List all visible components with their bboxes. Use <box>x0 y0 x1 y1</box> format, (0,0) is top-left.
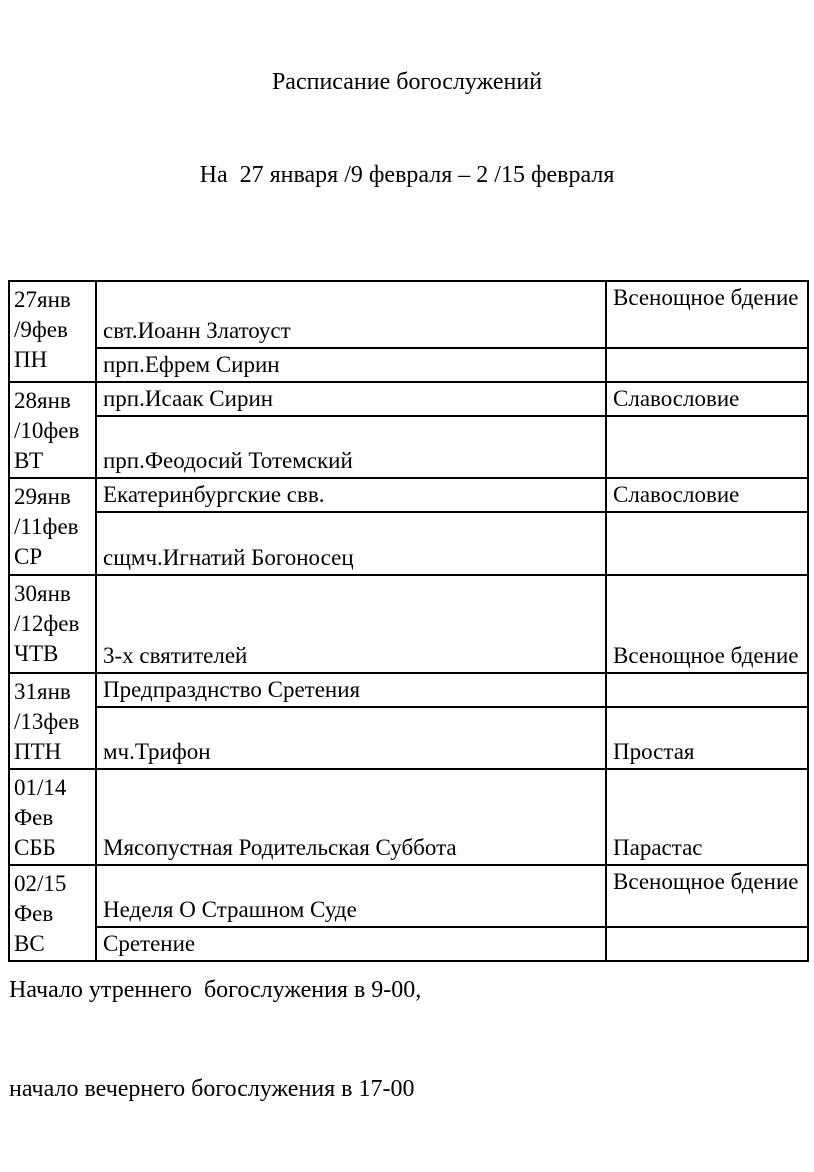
date-line: ЧТВ <box>14 641 59 666</box>
table-row <box>9 512 808 575</box>
date-line: 31янв <box>14 679 71 704</box>
page-title <box>0 0 814 253</box>
service-cell: Парастас <box>606 769 808 865</box>
table-row <box>9 478 808 512</box>
event-name-cell: Предпразднство Сретения <box>96 673 606 707</box>
footer-note-line2: начало вечернего богослужения в 17-00 <box>9 1076 415 1102</box>
table-row <box>9 382 808 416</box>
table-row <box>9 416 808 478</box>
event-name-cell: прп.Ефрем Сирин <box>96 348 606 382</box>
date-line: 27янв <box>14 287 71 312</box>
service-cell: Всенощное бдение <box>606 865 808 927</box>
event-name-cell: свт.Иоанн Златоуст <box>96 281 606 348</box>
service-cell <box>606 673 808 707</box>
service-cell <box>606 348 808 382</box>
date-line: /9фев <box>14 317 68 342</box>
table-row <box>9 575 808 673</box>
date-line: 02/15 <box>14 871 67 896</box>
service-cell: Всенощное бдение <box>606 575 808 673</box>
page-title-line1: Расписание богослужений <box>271 69 543 95</box>
event-name-cell: прп.Феодосий Тотемский <box>96 416 606 478</box>
date-line: Фев <box>14 805 54 830</box>
event-name-cell: Неделя О Страшном Суде <box>96 865 606 927</box>
date-line: /13фев <box>14 709 80 734</box>
table-row <box>9 281 808 348</box>
date-line: /12фев <box>14 611 80 636</box>
table-row <box>9 707 808 769</box>
date-line: СББ <box>14 835 56 860</box>
event-name-cell: сщмч.Игнатий Богоносец <box>96 512 606 575</box>
page-title-line2: На 27 января /9 февраля – 2 /15 февраля <box>199 162 615 188</box>
date-line: 29янв <box>14 484 71 509</box>
date-cell <box>9 281 96 382</box>
service-cell: Славословие <box>606 478 808 512</box>
date-cell <box>9 575 96 673</box>
event-name-cell: Мясопустная Родительская Суббота <box>96 769 606 865</box>
date-line: ПТН <box>14 739 62 764</box>
table-row <box>9 673 808 707</box>
service-cell <box>606 927 808 961</box>
service-schedule-table <box>8 280 809 962</box>
event-name-cell: Сретение <box>96 927 606 961</box>
date-cell <box>9 478 96 575</box>
footer-note-line1: Начало утреннего богослужения в 9-00, <box>9 977 422 1003</box>
service-cell <box>606 512 808 575</box>
date-line: ВТ <box>14 448 44 473</box>
service-cell: Простая <box>606 707 808 769</box>
event-name-cell: мч.Трифон <box>96 707 606 769</box>
date-line: 28янв <box>14 388 71 413</box>
date-line: Фев <box>14 901 54 926</box>
date-line: ВС <box>14 931 45 956</box>
date-line: СР <box>14 544 43 569</box>
table-row <box>9 348 808 382</box>
date-cell <box>9 382 96 478</box>
date-line: 30янв <box>14 581 71 606</box>
footer-note <box>9 908 421 1172</box>
date-cell <box>9 769 96 865</box>
date-cell <box>9 673 96 769</box>
date-line: ПН <box>14 347 48 372</box>
date-line: 01/14 <box>14 775 67 800</box>
event-name-cell: 3-х святителей <box>96 575 606 673</box>
service-cell <box>606 416 808 478</box>
event-name-cell: прп.Исаак Сирин <box>96 382 606 416</box>
table-row <box>9 769 808 865</box>
date-line: /10фев <box>14 418 80 443</box>
date-line: /11фев <box>14 514 79 539</box>
service-cell: Всенощное бдение <box>606 281 808 348</box>
service-cell: Славословие <box>606 382 808 416</box>
event-name-cell: Екатеринбургские свв. <box>96 478 606 512</box>
